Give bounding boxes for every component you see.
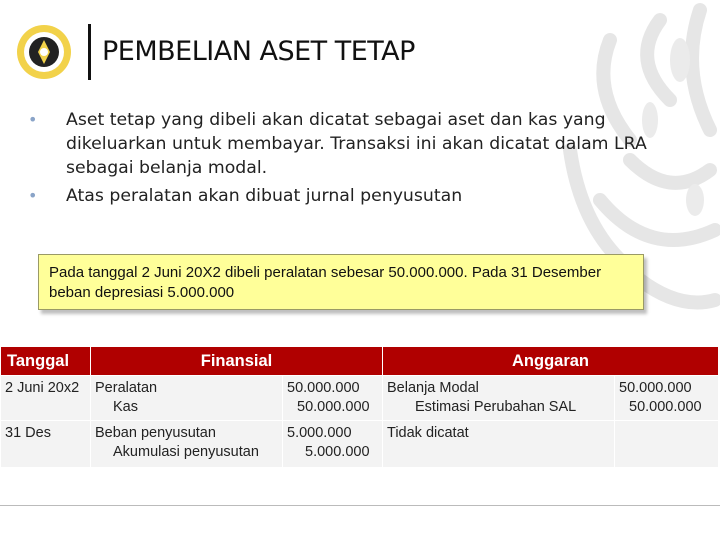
bottom-divider [0, 505, 720, 506]
callout-text: Pada tanggal 2 Juni 20X2 dibeli peralatan sebesar 50.000.000. Pada 31 Desember beban depresiasi 5.000.000 [49, 264, 602, 301]
table-row [1, 421, 719, 468]
bullet-dot-icon: • [28, 186, 38, 205]
slide-title: PEMBELIAN ASET TETAP [102, 36, 415, 67]
table-header-row [1, 347, 719, 376]
table-row [1, 376, 719, 421]
cell-ang-account: Tidak dicatat [383, 421, 615, 468]
journal-table [0, 346, 719, 468]
university-logo-icon [14, 22, 74, 82]
cell-fin-account: Peralatan Kas [91, 376, 283, 421]
cell-fin-amount: 50.000.000 50.000.000 [283, 376, 383, 421]
cell-ang-amount: 50.000.000 50.000.000 [615, 376, 719, 421]
cell-ang-amount [615, 421, 719, 468]
cell-fin-amount: 5.000.000 5.000.000 [283, 421, 383, 468]
header-anggaran: Anggaran [383, 347, 719, 376]
bullet-item: • Aset tetap yang dibeli akan dicatat sebagai aset dan kas yang dikeluarkan untuk membayar. Transaksi ini akan dicatat dalam LRA sebagai belanja modal. [28, 110, 647, 178]
bullet-item: • Atas peralatan akan dibuat jurnal penyusutan [28, 186, 463, 206]
header-tanggal: Tanggal [1, 347, 91, 376]
header-finansial: Finansial [91, 347, 383, 376]
bullet-dot-icon: • [28, 110, 38, 129]
bullet-list [28, 108, 668, 212]
example-callout-box [38, 254, 644, 310]
cell-ang-account: Belanja Modal Estimasi Perubahan SAL [383, 376, 615, 421]
cell-fin-account: Beban penyusutan Akumulasi penyusutan [91, 421, 283, 468]
cell-tanggal: 2 Juni 20x2 [1, 376, 91, 421]
title-divider [88, 24, 91, 80]
cell-tanggal: 31 Des [1, 421, 91, 468]
